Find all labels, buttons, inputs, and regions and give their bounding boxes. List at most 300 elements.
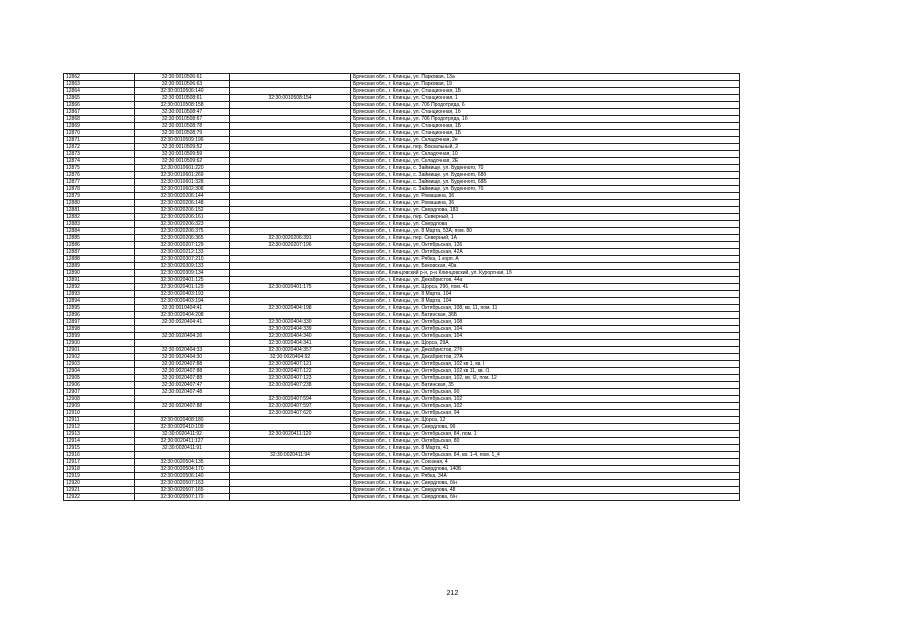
address-cell: Брянская обл., г. Клинцы, ул. 706 Продотряда, 1б xyxy=(351,116,740,123)
parcel-number-cell: 32:30:0020411:91 xyxy=(135,445,230,452)
table-row xyxy=(64,361,740,368)
table-row xyxy=(64,81,740,88)
object-number-cell: 32:30:0020207:196 xyxy=(230,242,351,249)
parcel-number-cell: 32:30:0020506:140 xyxy=(135,473,230,480)
address-cell: Брянская обл., г. Клинцы, ул. 8 Марта, 53А, пом. 80 xyxy=(351,228,740,235)
address-cell: Брянская обл., г. Клинцы, ул. Свердлова, 140Б xyxy=(351,466,740,473)
row-number-cell: 12914 xyxy=(64,438,135,445)
address-cell: Брянская обл., г. Клинцы, ул. Свердлова, 183 xyxy=(351,207,740,214)
table-row xyxy=(64,417,740,424)
address-cell: Брянская обл., г. Клинцы, ул. Союзная, 4 xyxy=(351,459,740,466)
parcel-number-cell: 32:30:0020504:135 xyxy=(135,459,230,466)
table-row xyxy=(64,235,740,242)
table-row xyxy=(64,130,740,137)
address-cell: Брянская обл., г. Клинцы, ул. Ромашина, 36 xyxy=(351,200,740,207)
address-cell: Брянская обл., г. Клинцы, ул. Свердлова, б/н xyxy=(351,480,740,487)
row-number-cell: 12895 xyxy=(64,305,135,312)
table-row xyxy=(64,389,740,396)
table-row xyxy=(64,123,740,130)
table-row xyxy=(64,382,740,389)
parcel-number-cell: 32:30:0010508:79 xyxy=(135,130,230,137)
row-number-cell: 12890 xyxy=(64,270,135,277)
address-cell: Брянская обл., г. Клинцы, ул. Свердлова, 99 xyxy=(351,424,740,431)
table-row xyxy=(64,312,740,319)
parcel-number-cell: 32:30:0010601:328 xyxy=(135,179,230,186)
address-cell: Брянская обл., г. Клинцы, с. Займище, ул. Буденного, 68б xyxy=(351,172,740,179)
table-row xyxy=(64,452,740,459)
row-number-cell: 12867 xyxy=(64,109,135,116)
parcel-number-cell: 32:30:0020504:170 xyxy=(135,466,230,473)
address-cell: Брянская обл., г. Клинцы, ул. Рябка, 34А xyxy=(351,473,740,480)
object-number-cell xyxy=(230,207,351,214)
row-number-cell: 12905 xyxy=(64,375,135,382)
table-row xyxy=(64,137,740,144)
address-cell: Брянская обл., г. Клинцы, ул. Декабристов, 44а xyxy=(351,277,740,284)
address-cell: Брянская обл., г. Клинцы, ул. Октябрьская, 84, пом. 1 xyxy=(351,431,740,438)
table-row xyxy=(64,242,740,249)
parcel-number-cell: 32:30:0020206:148 xyxy=(135,200,230,207)
table-row xyxy=(64,158,740,165)
row-number-cell: 12918 xyxy=(64,466,135,473)
row-number-cell: 12883 xyxy=(64,221,135,228)
object-number-cell xyxy=(230,277,351,284)
parcel-number-cell: 32:30:0020407:88 xyxy=(135,368,230,375)
address-cell: Брянская обл., г. Клинцы, ул. Октябрьская, 42А xyxy=(351,249,740,256)
table-row xyxy=(64,347,740,354)
parcel-number-cell: 32:30:0020307:210 xyxy=(135,256,230,263)
table-row xyxy=(64,263,740,270)
object-number-cell xyxy=(230,200,351,207)
parcel-number-cell xyxy=(135,326,230,333)
parcel-number-cell: 32:30:0010506:61 xyxy=(135,74,230,81)
parcel-number-cell: 32:30:0020407:88 xyxy=(135,375,230,382)
row-number-cell: 12907 xyxy=(64,389,135,396)
parcel-number-cell: 32:30:0020411:92 xyxy=(135,431,230,438)
row-number-cell: 12871 xyxy=(64,137,135,144)
object-number-cell: 32:30:0020407:121 xyxy=(230,361,351,368)
table-row xyxy=(64,207,740,214)
row-number-cell: 12921 xyxy=(64,487,135,494)
row-number-cell: 12866 xyxy=(64,102,135,109)
object-number-cell: 32:30:0020404:340 xyxy=(230,333,351,340)
table-row xyxy=(64,151,740,158)
address-cell: Брянская обл., г. Клинцы, ул. Свердлова xyxy=(351,221,740,228)
row-number-cell: 12916 xyxy=(64,452,135,459)
table-row xyxy=(64,326,740,333)
parcel-number-cell: 32:30:0020411:127 xyxy=(135,438,230,445)
table-row xyxy=(64,368,740,375)
object-number-cell: 32:30:0020401:175 xyxy=(230,284,351,291)
table-row xyxy=(64,144,740,151)
table-body xyxy=(64,74,740,501)
row-number-cell: 12863 xyxy=(64,81,135,88)
object-number-cell xyxy=(230,249,351,256)
address-cell: Брянская обл., г. Клинцы, ул. Октябрьская, 102 xyxy=(351,403,740,410)
row-number-cell: 12872 xyxy=(64,144,135,151)
parcel-number-cell: 32:30:0010509:59 xyxy=(135,151,230,158)
parcel-number-cell: 32:30:0020410:109 xyxy=(135,424,230,431)
row-number-cell: 12919 xyxy=(64,473,135,480)
table-row xyxy=(64,473,740,480)
parcel-number-cell: 32:30:0010509:62 xyxy=(135,158,230,165)
parcel-number-cell: 32:30:0020407:88 xyxy=(135,361,230,368)
parcel-number-cell xyxy=(135,452,230,459)
table-row xyxy=(64,487,740,494)
row-number-cell: 12913 xyxy=(64,431,135,438)
object-number-cell xyxy=(230,270,351,277)
table-row xyxy=(64,74,740,81)
address-cell: Брянская обл., г. Клинцы, пер. Северный, 1 xyxy=(351,214,740,221)
table-row xyxy=(64,333,740,340)
address-cell: Брянская обл., г. Клинцы, ул. Октябрьская, 84, кв. 1-4, пом. 1_4 xyxy=(351,452,740,459)
address-cell: Брянская обл., г. Клинцы, ул. Ватинская, 36Б xyxy=(351,312,740,319)
row-number-cell: 12870 xyxy=(64,130,135,137)
row-number-cell: 12904 xyxy=(64,368,135,375)
address-cell: Брянская обл., г. Клинцы, ул. Станционная, 1 xyxy=(351,95,740,102)
row-number-cell: 12912 xyxy=(64,424,135,431)
row-number-cell: 12894 xyxy=(64,298,135,305)
object-number-cell: 32:30:0020407:123 xyxy=(230,375,351,382)
parcel-number-cell: 32:30:0020404:26 xyxy=(135,333,230,340)
table-row xyxy=(64,116,740,123)
parcel-number-cell: 32:30:0010509:196 xyxy=(135,137,230,144)
table-row xyxy=(64,459,740,466)
parcel-number-cell: 32:30:0010508:67 xyxy=(135,116,230,123)
address-cell: Брянская обл., г. Клинцы, ул. Станционная, 1Б xyxy=(351,88,740,95)
row-number-cell: 12917 xyxy=(64,459,135,466)
row-number-cell: 12884 xyxy=(64,228,135,235)
table-row xyxy=(64,109,740,116)
row-number-cell: 12865 xyxy=(64,95,135,102)
address-cell: Брянская обл., г. Клинцы, ул. Октябрьская, 104 xyxy=(351,333,740,340)
object-number-cell xyxy=(230,291,351,298)
table-row xyxy=(64,193,740,200)
object-number-cell xyxy=(230,256,351,263)
parcel-number-cell xyxy=(135,340,230,347)
row-number-cell: 12908 xyxy=(64,396,135,403)
parcel-number-cell: 32:30:0020404:208 xyxy=(135,312,230,319)
object-number-cell xyxy=(230,466,351,473)
object-number-cell xyxy=(230,473,351,480)
parcel-number-cell: 32:30:0020206:375 xyxy=(135,228,230,235)
object-number-cell xyxy=(230,172,351,179)
table-row xyxy=(64,445,740,452)
table-row xyxy=(64,424,740,431)
object-number-cell xyxy=(230,263,351,270)
row-number-cell: 12896 xyxy=(64,312,135,319)
parcel-number-cell: 32:30:0010601:269 xyxy=(135,172,230,179)
object-number-cell xyxy=(230,221,351,228)
row-number-cell: 12901 xyxy=(64,347,135,354)
object-number-cell xyxy=(230,81,351,88)
row-number-cell: 12922 xyxy=(64,494,135,501)
object-number-cell: 32:30:0020404:357 xyxy=(230,347,351,354)
address-cell: Брянская обл., г. Клинцы, ул. Октябрьская, 102, кв. I2, пом. 12 xyxy=(351,375,740,382)
parcel-number-cell: 32:30:0020407:47 xyxy=(135,382,230,389)
address-cell: Брянская обл., г. Клинцы, ул. Декабристов, 27б xyxy=(351,347,740,354)
address-cell: Брянская обл., г. Клинцы, ул. Щорса, 29А xyxy=(351,340,740,347)
table-row xyxy=(64,228,740,235)
object-number-cell: 32:30:0020407:594 xyxy=(230,396,351,403)
object-number-cell xyxy=(230,158,351,165)
object-number-cell: 32:30:0020407:620 xyxy=(230,410,351,417)
page-number: 212 xyxy=(446,590,459,597)
row-number-cell: 12886 xyxy=(64,242,135,249)
table-row xyxy=(64,270,740,277)
row-number-cell: 12903 xyxy=(64,361,135,368)
parcel-number-cell: 32:30:0010508:47 xyxy=(135,109,230,116)
row-number-cell: 12889 xyxy=(64,263,135,270)
table-row xyxy=(64,438,740,445)
object-number-cell xyxy=(230,130,351,137)
object-number-cell xyxy=(230,228,351,235)
object-number-cell xyxy=(230,74,351,81)
row-number-cell: 12910 xyxy=(64,410,135,417)
table-row xyxy=(64,494,740,501)
object-number-cell xyxy=(230,424,351,431)
object-number-cell xyxy=(230,438,351,445)
address-cell: Брянская обл., г. Клинцы, ул. Октябрьская, 102 xyxy=(351,396,740,403)
table-row xyxy=(64,410,740,417)
parcel-number-cell: 32:30:0010601:220 xyxy=(135,165,230,172)
table-row xyxy=(64,291,740,298)
address-cell: Брянская обл., г. Клинцы, ул. Октябрьская, 126 xyxy=(351,242,740,249)
table-row xyxy=(64,256,740,263)
object-number-cell: 32:30:0020404:92 xyxy=(230,354,351,361)
object-number-cell xyxy=(230,459,351,466)
parcel-number-cell: 32:30:0020401:129 xyxy=(135,284,230,291)
address-cell: Брянская обл., г. Клинцы, ул. Октябрьская, 102 кв 11, кв. I1 xyxy=(351,368,740,375)
parcel-number-cell: 32:30:0020407:88 xyxy=(135,403,230,410)
address-cell: Брянская обл., г. Клинцы, ул. Станционная, 1Б xyxy=(351,123,740,130)
row-number-cell: 12862 xyxy=(64,74,135,81)
table-row xyxy=(64,375,740,382)
address-cell: Брянская обл., г. Клинцы, ул. Ромашина, 36 xyxy=(351,193,740,200)
address-cell: Брянская обл., г. Клинцы, ул. Октябрьская, 102 кв 1, кв. I xyxy=(351,361,740,368)
parcel-number-cell: 32:30:0010508:78 xyxy=(135,123,230,130)
row-number-cell: 12874 xyxy=(64,158,135,165)
row-number-cell: 12891 xyxy=(64,277,135,284)
address-cell: Брянская обл., г. Клинцы, ул. Станционная, 1б xyxy=(351,109,740,116)
address-cell: Брянская обл., г. Клинцы, ул. Складочная, 2Е xyxy=(351,158,740,165)
parcel-number-cell: 32:30:0010404:41 xyxy=(135,305,230,312)
object-number-cell xyxy=(230,137,351,144)
object-number-cell xyxy=(230,193,351,200)
parcel-number-cell: 32:30:0020212:133 xyxy=(135,249,230,256)
address-cell: Брянская обл., Клинцовский р-н, р-н Клинцовский, ул. Курортная, 1б xyxy=(351,270,740,277)
cadastral-register-table xyxy=(63,73,740,501)
row-number-cell: 12869 xyxy=(64,123,135,130)
row-number-cell: 12868 xyxy=(64,116,135,123)
address-cell: Брянская обл., г. Клинцы, ул. Октябрьская, 94 xyxy=(351,410,740,417)
table-row xyxy=(64,88,740,95)
parcel-number-cell: 32:30:0020206:161 xyxy=(135,214,230,221)
address-cell: Брянская обл., г. Клинцы, ул. Станционная, 1Б xyxy=(351,130,740,137)
address-cell: Брянская обл., г. Клинцы, с. Займище, ул. Буденного, 68Б xyxy=(351,179,740,186)
object-number-cell xyxy=(230,179,351,186)
row-number-cell: 12882 xyxy=(64,214,135,221)
address-cell: Брянская обл., г. Клинцы, ул. Декабристов, 27А xyxy=(351,354,740,361)
row-number-cell: 12909 xyxy=(64,403,135,410)
address-cell: Брянская обл., г. Клинцы, ул. Октябрьская, 108, кв. 11, пом. 11 xyxy=(351,305,740,312)
address-cell: Брянская обл., г. Клинцы, ул. Свердлова, 48 xyxy=(351,487,740,494)
table-row xyxy=(64,305,740,312)
row-number-cell: 12877 xyxy=(64,179,135,186)
address-cell: Брянская обл., г. Клинцы, ул. Складочная, 10 xyxy=(351,151,740,158)
object-number-cell xyxy=(230,494,351,501)
parcel-number-cell: 32:30:0010508:158 xyxy=(135,102,230,109)
address-cell: Брянская обл., г. Клинцы, ул. Ватинская, 35 xyxy=(351,382,740,389)
table-row xyxy=(64,249,740,256)
row-number-cell: 12900 xyxy=(64,340,135,347)
row-number-cell: 12920 xyxy=(64,480,135,487)
table-row xyxy=(64,179,740,186)
object-number-cell: 32:30:0020411:120 xyxy=(230,431,351,438)
address-cell: Брянская обл., г. Клинцы, ул. Октябрьская, 80 xyxy=(351,438,740,445)
address-cell: Брянская обл., г. Клинцы, ул. 706 Продотряда, 6 xyxy=(351,102,740,109)
address-cell: Брянская обл., г. Клинцы, ул. Октябрьская, 104 xyxy=(351,326,740,333)
row-number-cell: 12876 xyxy=(64,172,135,179)
object-number-cell xyxy=(230,116,351,123)
row-number-cell: 12887 xyxy=(64,249,135,256)
row-number-cell: 12898 xyxy=(64,326,135,333)
parcel-number-cell: 32:30:0020207:129 xyxy=(135,242,230,249)
row-number-cell: 12875 xyxy=(64,165,135,172)
object-number-cell xyxy=(230,312,351,319)
object-number-cell xyxy=(230,88,351,95)
address-cell: Брянская обл., г. Клинцы, ул. Рябка, 1 корп. А xyxy=(351,256,740,263)
object-number-cell xyxy=(230,417,351,424)
object-number-cell xyxy=(230,298,351,305)
address-cell: Брянская обл., г. Клинцы, ул. Свердлова, б/н xyxy=(351,494,740,501)
table-row xyxy=(64,186,740,193)
object-number-cell: 32:30:0010508:154 xyxy=(230,95,351,102)
row-number-cell: 12897 xyxy=(64,319,135,326)
table-row xyxy=(64,480,740,487)
object-number-cell: 32:30:0020407:238 xyxy=(230,382,351,389)
object-number-cell: 32:30:0020404:198 xyxy=(230,305,351,312)
object-number-cell xyxy=(230,123,351,130)
table-row xyxy=(64,102,740,109)
address-cell: Брянская обл., г. Клинцы, ул. Октябрьская, 90 xyxy=(351,389,740,396)
parcel-number-cell: 32:30:0020206:144 xyxy=(135,193,230,200)
row-number-cell: 12878 xyxy=(64,186,135,193)
table-row xyxy=(64,396,740,403)
parcel-number-cell xyxy=(135,396,230,403)
parcel-number-cell: 32:30:0020507:170 xyxy=(135,494,230,501)
parcel-number-cell: 32:30:0010506:63 xyxy=(135,81,230,88)
object-number-cell xyxy=(230,165,351,172)
object-number-cell xyxy=(230,445,351,452)
object-number-cell xyxy=(230,214,351,221)
row-number-cell: 12888 xyxy=(64,256,135,263)
address-cell: Брянская обл., г. Клинцы, ул. Складочная, 2е xyxy=(351,137,740,144)
table-row xyxy=(64,95,740,102)
table-row xyxy=(64,340,740,347)
object-number-cell: 32:30:0020206:391 xyxy=(230,235,351,242)
table-row xyxy=(64,354,740,361)
parcel-number-cell: 32:30:0020309:134 xyxy=(135,270,230,277)
row-number-cell: 12880 xyxy=(64,200,135,207)
address-cell: Брянская обл., г. Клинцы, ул. 8 Марта, 104 xyxy=(351,298,740,305)
parcel-number-cell: 32:30:0020408:180 xyxy=(135,417,230,424)
row-number-cell: 12902 xyxy=(64,354,135,361)
object-number-cell xyxy=(230,144,351,151)
address-cell: Брянская обл., г. Клинцы, с. Займище, ул. Буденного, 70 xyxy=(351,165,740,172)
parcel-number-cell: 32:30:0010508:61 xyxy=(135,95,230,102)
address-cell: Брянская обл., г. Клинцы, ул. Щорса, 12 xyxy=(351,417,740,424)
table-row xyxy=(64,200,740,207)
row-number-cell: 12873 xyxy=(64,151,135,158)
row-number-cell: 12915 xyxy=(64,445,135,452)
object-number-cell: 32:30:0020404:339 xyxy=(230,326,351,333)
row-number-cell: 12881 xyxy=(64,207,135,214)
table-row xyxy=(64,431,740,438)
address-cell: Брянская обл., г. Клинцы, ул. Щорса, 29б, пом. 41 xyxy=(351,284,740,291)
parcel-number-cell: 32:30:0020206:152 xyxy=(135,207,230,214)
address-cell: Брянская обл., г. Клинцы, пер. Северный, 1А xyxy=(351,235,740,242)
address-cell: Брянская обл., г. Клинцы, ул. Парковая, 19 xyxy=(351,81,740,88)
parcel-number-cell: 32:30:0020401:125 xyxy=(135,277,230,284)
row-number-cell: 12864 xyxy=(64,88,135,95)
parcel-number-cell: 32:30:0010602:308 xyxy=(135,186,230,193)
parcel-number-cell: 32:30:0020404:30 xyxy=(135,354,230,361)
row-number-cell: 12906 xyxy=(64,382,135,389)
parcel-number-cell xyxy=(135,410,230,417)
address-cell: Брянская обл., г. Клинцы, ул. 8 Марта, 41 xyxy=(351,445,740,452)
parcel-number-cell: 32:30:0020404:33 xyxy=(135,347,230,354)
parcel-number-cell: 32:30:0020407:48 xyxy=(135,389,230,396)
row-number-cell: 12899 xyxy=(64,333,135,340)
table-row xyxy=(64,403,740,410)
object-number-cell: 32:30:0020407:597 xyxy=(230,403,351,410)
table-row xyxy=(64,298,740,305)
parcel-number-cell: 32:30:0020507:165 xyxy=(135,487,230,494)
table-row xyxy=(64,172,740,179)
row-number-cell: 12911 xyxy=(64,417,135,424)
object-number-cell xyxy=(230,487,351,494)
row-number-cell: 12885 xyxy=(64,235,135,242)
parcel-number-cell: 32:30:0020309:133 xyxy=(135,263,230,270)
object-number-cell: 32:30:0020404:341 xyxy=(230,340,351,347)
address-cell: Брянская обл., г. Клинцы, с. Займище, ул. Буденного, 70 xyxy=(351,186,740,193)
object-number-cell xyxy=(230,389,351,396)
table-row xyxy=(64,284,740,291)
object-number-cell xyxy=(230,102,351,109)
object-number-cell xyxy=(230,480,351,487)
address-cell: Брянская обл., г. Клинцы, ул. Октябрьская, 108 xyxy=(351,319,740,326)
table-row xyxy=(64,165,740,172)
table-row xyxy=(64,277,740,284)
address-cell: Брянская обл., г. Клинцы, ул. Парковая, 13а xyxy=(351,74,740,81)
table-row xyxy=(64,214,740,221)
table-row xyxy=(64,466,740,473)
row-number-cell: 12879 xyxy=(64,193,135,200)
address-cell: Брянская обл., г. Клинцы, ул. 8 Марта, 104 xyxy=(351,291,740,298)
object-number-cell: 32:30:0020407:122 xyxy=(230,368,351,375)
object-number-cell: 32:30:0020411:94 xyxy=(230,452,351,459)
row-number-cell: 12893 xyxy=(64,291,135,298)
row-number-cell: 12892 xyxy=(64,284,135,291)
parcel-number-cell: 32:30:0020404:41 xyxy=(135,319,230,326)
object-number-cell xyxy=(230,186,351,193)
object-number-cell xyxy=(230,151,351,158)
parcel-number-cell: 32:30:0020206:365 xyxy=(135,235,230,242)
parcel-number-cell: 32:30:0010509:52 xyxy=(135,144,230,151)
parcel-number-cell: 32:30:0020403:193 xyxy=(135,291,230,298)
parcel-number-cell: 32:30:0020206:323 xyxy=(135,221,230,228)
object-number-cell: 32:30:0020404:330 xyxy=(230,319,351,326)
